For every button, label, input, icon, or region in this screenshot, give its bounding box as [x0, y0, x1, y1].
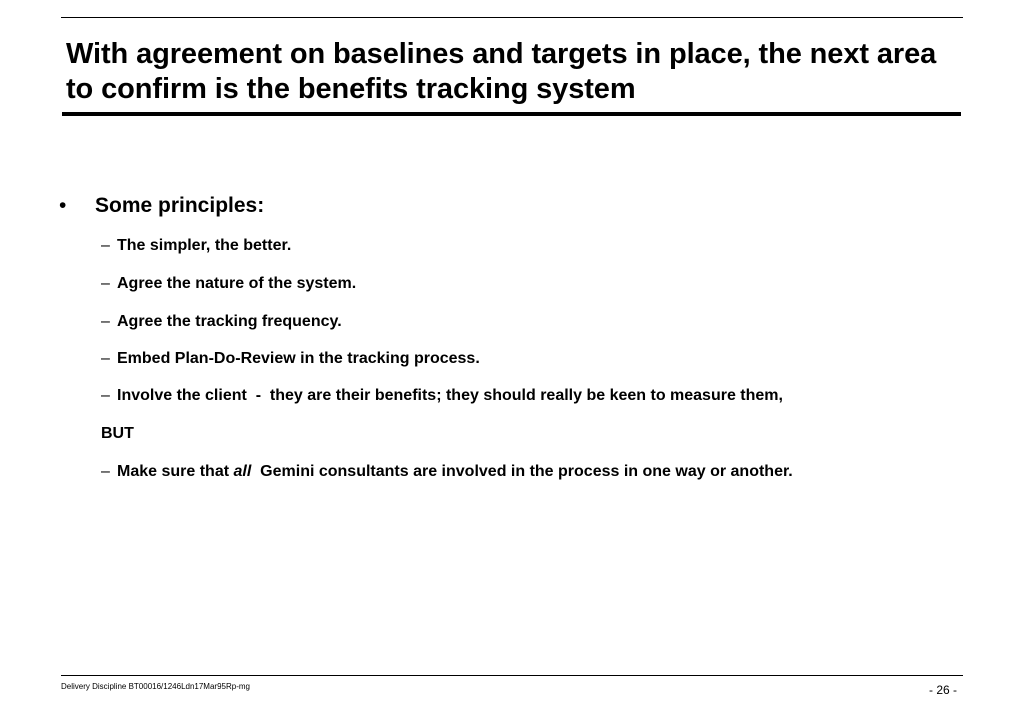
- sub-item-text-after: Gemini consultants are involved in the process in one way or another.: [251, 463, 793, 480]
- footer-reference: Delivery Discipline BT00016/1246Ldn17Mar95Rp-mg: [61, 682, 250, 691]
- slide-title: With agreement on baselines and targets in place, the next area to confirm is the benefits tracking system: [66, 38, 937, 105]
- sub-item: [101, 312, 342, 332]
- sub-item-text: Agree the nature of the system.: [117, 275, 357, 292]
- emphasis-all: all: [233, 463, 252, 480]
- sub-item-text: Agree the tracking frequency.: [117, 313, 342, 330]
- title-underline: [62, 112, 961, 116]
- dash-marker: –: [101, 313, 110, 330]
- bullet-text: Some principles:: [95, 194, 265, 217]
- dash-marker: –: [101, 387, 110, 404]
- dash-marker: –: [101, 463, 110, 480]
- top-rule: [61, 17, 963, 18]
- footer-rule: [61, 675, 963, 676]
- page-number: - 26 -: [928, 683, 957, 697]
- sub-item: [101, 274, 356, 294]
- sub-item-text: Involve the client - they are their benefits; they should really be keen to measure them,: [117, 387, 783, 404]
- bullet-marker: •: [59, 194, 67, 217]
- sub-item-text: The simpler, the better.: [117, 237, 292, 254]
- but-text: BUT: [101, 425, 134, 442]
- sub-item-text: Embed Plan-Do-Review in the tracking process.: [117, 350, 480, 367]
- sub-item: [101, 349, 480, 369]
- sub-item: [101, 462, 793, 482]
- dash-marker: –: [101, 237, 110, 254]
- sub-item-text-before: Make sure that: [117, 463, 234, 480]
- bullet-some-principles: [59, 193, 264, 219]
- dash-marker: –: [101, 275, 110, 292]
- sub-item: [101, 236, 291, 256]
- sub-item: [101, 386, 783, 406]
- dash-marker: –: [101, 350, 110, 367]
